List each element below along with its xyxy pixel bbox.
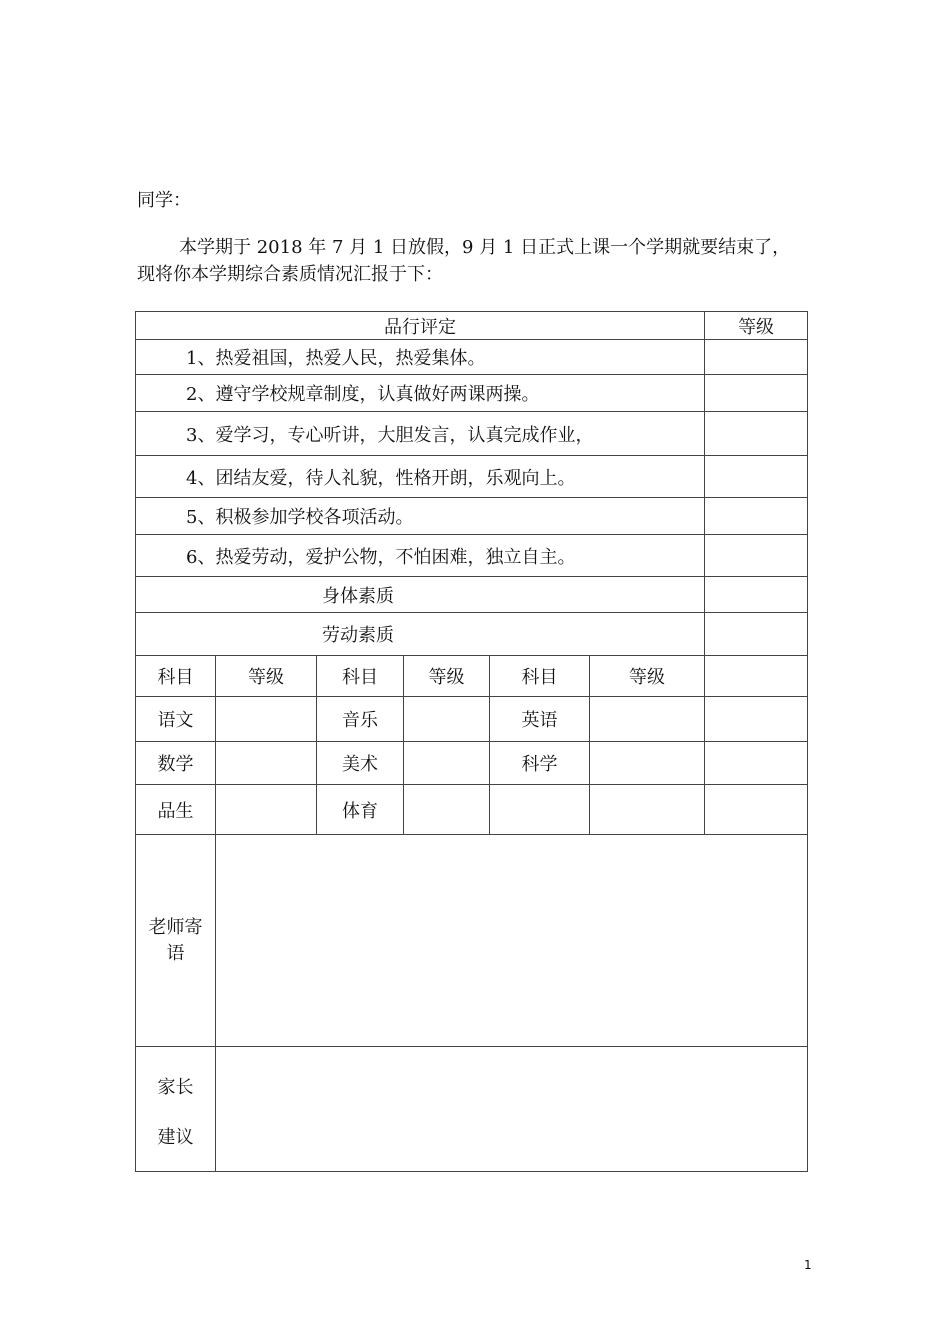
subject-header: 科目 [136,656,216,697]
conduct-item: 3、爱学习，专心听讲，大胆发言，认真完成作业， [136,412,705,456]
table-row [136,375,808,412]
intro-paragraph [137,234,797,288]
report-table [135,311,808,1172]
conduct-item: 5、积极参加学校各项活动。 [136,498,705,535]
grade-cell [705,742,808,785]
grade-cell [705,456,808,498]
grade-cell [705,613,808,656]
grade-cell [705,535,808,577]
subject-name: 数学 [136,742,216,785]
parent-advice-area [216,1047,808,1172]
subject-name: 美术 [317,742,404,785]
table-row [136,535,808,577]
subject-grade-header: 等级 [216,656,317,697]
grade-cell [705,577,808,613]
subject-name [490,785,590,835]
teacher-comment-area [216,835,808,1047]
parent-advice-label-line: 建议 [157,1127,194,1148]
physical-quality-label: 身体素质 [136,577,705,613]
grade-cell [705,785,808,835]
table-row [136,412,808,456]
intro-line-2: 现将你本学期综合素质情况汇报于下： [137,264,443,285]
teacher-comment-label [136,835,216,1047]
conduct-item: 4、团结友爱，待人礼貌，性格开朗，乐观向上。 [136,456,705,498]
subject-header-row [136,656,808,697]
teacher-comment-row [136,835,808,1047]
labor-quality-label: 劳动素质 [136,613,705,656]
subject-name: 品生 [136,785,216,835]
parent-advice-label [136,1047,216,1172]
grade-cell [705,656,808,697]
subject-grade-header: 等级 [590,656,705,697]
grade-cell [705,498,808,535]
subject-grade-cell [216,742,317,785]
grade-cell [705,697,808,742]
table-row [136,577,808,613]
table-row [136,613,808,656]
subject-grade-cell [590,697,705,742]
subject-grade-cell [590,785,705,835]
subject-grade-cell [404,697,490,742]
subject-name: 语文 [136,697,216,742]
parent-advice-label-line: 家长 [157,1077,194,1098]
subject-header: 科目 [317,656,404,697]
subject-grade-cell [404,742,490,785]
subject-name: 音乐 [317,697,404,742]
grade-header: 等级 [705,312,808,340]
table-row [136,785,808,835]
conduct-item: 2、遵守学校规章制度，认真做好两课两操。 [136,375,705,412]
conduct-item: 1、热爱祖国，热爱人民，热爱集体。 [136,340,705,375]
grade-cell [705,412,808,456]
subject-grade-cell [590,742,705,785]
teacher-comment-label-line: 老师寄 [148,916,203,938]
conduct-item: 6、热爱劳动，爱护公物，不怕困难，独立自主。 [136,535,705,577]
teacher-comment-label-line: 语 [166,942,185,964]
greeting: 同学： [137,190,191,211]
subject-name: 体育 [317,785,404,835]
grade-cell [705,375,808,412]
table-row [136,498,808,535]
parent-advice-row [136,1047,808,1172]
table-row [136,340,808,375]
subject-header: 科目 [490,656,590,697]
subject-name: 科学 [490,742,590,785]
conduct-header: 品行评定 [136,312,705,340]
table-row [136,456,808,498]
subject-grade-cell [216,785,317,835]
subject-grade-cell [216,697,317,742]
table-row [136,697,808,742]
table-header-row [136,312,808,340]
intro-line-1: 本学期于 2018 年 7 月 1 日放假，9 月 1 日正式上课一个学期就要结束了， [179,237,791,258]
grade-cell [705,340,808,375]
subject-grade-cell [404,785,490,835]
page-number: 1 [804,1258,812,1272]
table-row [136,742,808,785]
subject-name: 英语 [490,697,590,742]
subject-grade-header: 等级 [404,656,490,697]
